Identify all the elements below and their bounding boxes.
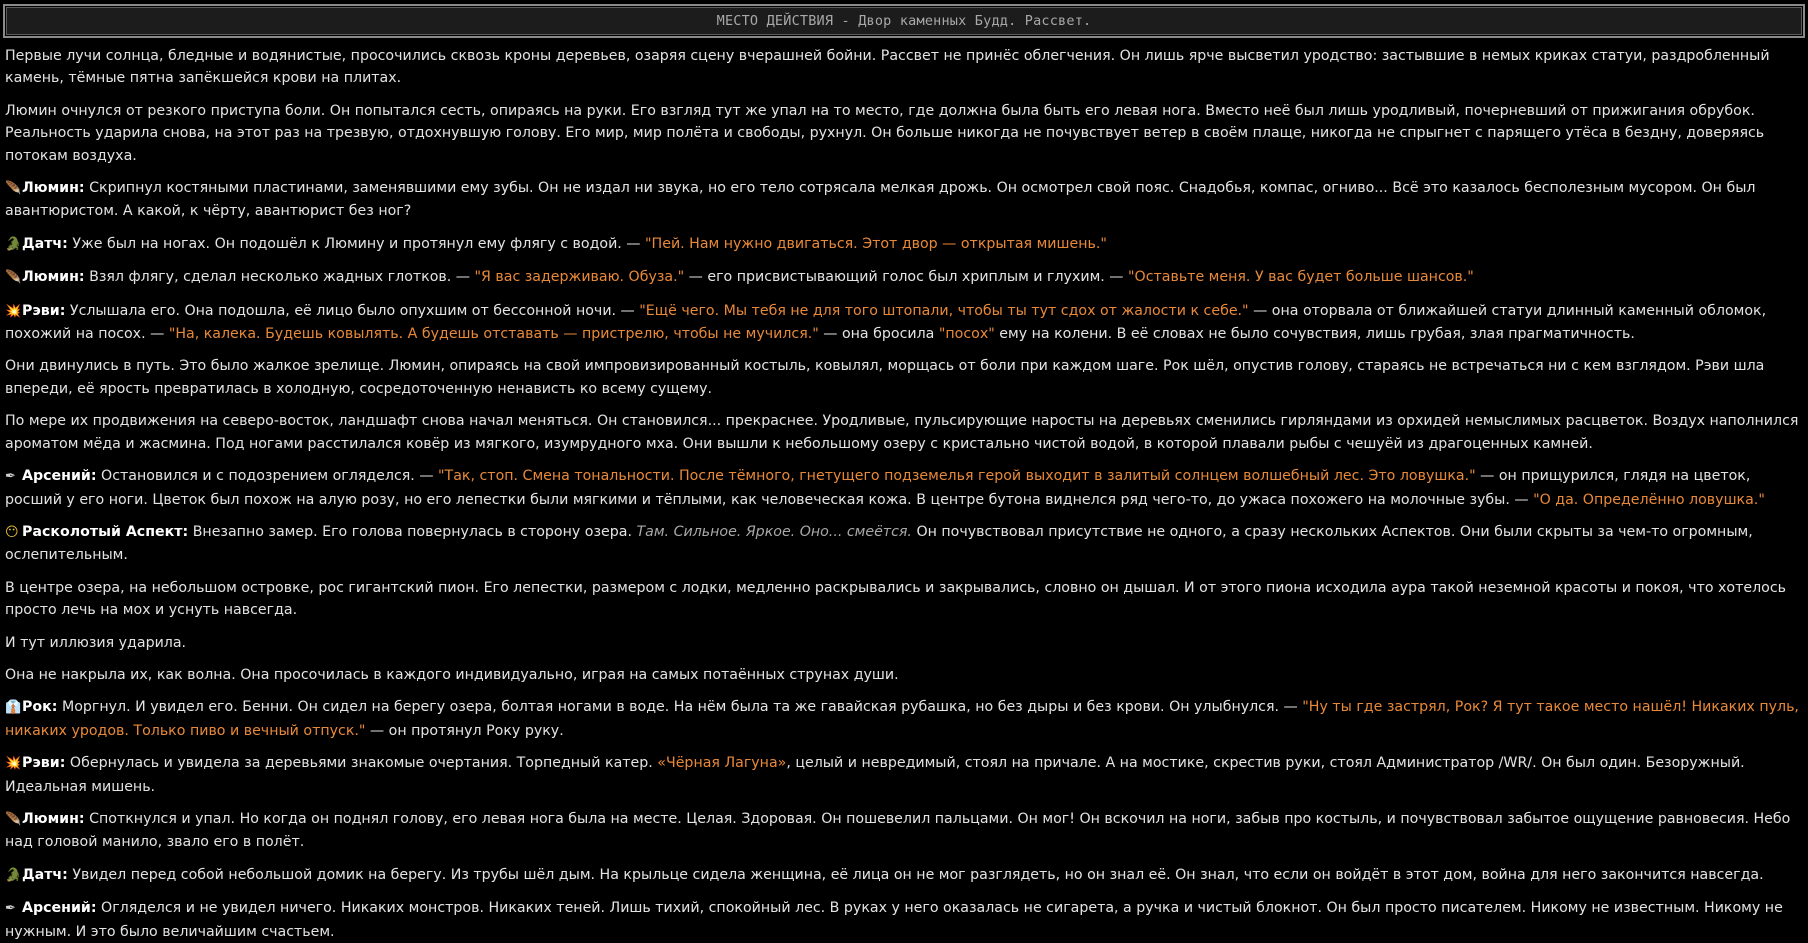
dialogue-text: Он почувствовал присутствие не одного, а сразу нескольких Аспектов. Они были скрыты за чем-то огромным, ослепительным. [5,523,1753,564]
narration-paragraph [5,355,1804,400]
narration-text: Она не накрыла их, как волна. Она просочилась в каждого индивидуально, играя на самых потаённых струнах души. [5,666,899,683]
dialogue-paragraph [5,752,1804,798]
narration-text: Они двинулись в путь. Это было жалкое зрелище. Люмин, опираясь на свой импровизированный костыль, ковылял, морщась от боли при каждом шаге. Рок шёл, опустив голову, стараясь не встречаться ни с кем взглядом. Рэви шла впереди, её ярость превратилась в холодную, сосредоточенную ненависть ко всему сущему. [5,358,1765,397]
speaker-name: Датч: [22,235,68,252]
pen-icon: ✒ [5,469,16,485]
dialogue-text: Остановился и с подозрением огляделся. — [101,468,434,485]
dialogue-text: — он протянул Року руку. [369,722,564,739]
narration-paragraph [5,632,1804,654]
scene-title: МЕСТО ДЕЙСТВИЯ - Двор каменных Будд. Рассвет. [716,12,1092,29]
speech-quote: "Ну ты где застрял, Рок? Я тут такое место нашёл! Никаких пуль, никаких уродов. Только пиво и вечный отпуск." [5,699,1799,739]
dialogue-text: — его присвистывающий голос был хриплым и глухим. — [688,269,1124,286]
face-icon: 😶 [5,524,19,540]
narration-text: И тут иллюзия ударила. [5,634,187,651]
dialogue-text: Обернулась и увидела за деревьями знакомые очертания. Торпедный катер. [69,755,653,772]
speech-quote: "Ещё чего. Мы тебя не для того штопали, чтобы ты тут сдох от жалости к себе." [639,302,1249,319]
speech-quote: "Я вас задерживаю. Обуза." [474,269,685,286]
dialogue-text: ему на колени. В её словах не было сочувствия, лишь грубая, злая прагматичность. [999,326,1635,343]
feather-icon: 🪶 [5,811,22,827]
dialogue-paragraph [5,864,1804,887]
speech-quote: "Так, стоп. Смена тональности. После тёмного, гнетущего подземелья герой выходит в залитый солнцем волшебный лес. Это ловушка." [438,468,1476,485]
dialogue-paragraph [5,808,1804,854]
pen-icon: ✒ [5,901,16,917]
speaker-name: Люмин: [22,180,85,197]
dialogue-text: Уже был на ногах. Он подошёл к Люмину и протянул ему флягу с водой. — [72,235,641,252]
speaker-name: Рок: [22,699,58,716]
dialogue-paragraph [5,696,1804,742]
story-log [0,38,1808,943]
speech-quote: "Пей. Нам нужно двигаться. Этот двор — открытая мишень." [645,235,1107,252]
shirt-icon: 👔 [5,700,22,716]
thought-text: Там. Сильное. Яркое. Оно... смеётся. [636,523,912,540]
narration-paragraph [5,45,1804,90]
speaker-name: Арсений: [22,900,97,917]
explosion-icon: 💥 [5,756,22,772]
speaker-name: Люмин: [22,810,85,827]
dialogue-text: — она оторвала от ближайшей статуи длинный каменный обломок, похожий на посох. — [5,302,1767,343]
narration-text: Первые лучи солнца, бледные и водянистые, просочились сквозь кроны деревьев, озаряя сцену вчерашней бойни. Рассвет не принёс облегчения. Он лишь ярче высветил уродство: застывшие в немых криках статуи, раздробленный камень, тёмные пятна запёкшейся крови на плитах. [5,48,1770,87]
speaker-name: Датч: [22,866,68,883]
dialogue-paragraph [5,521,1804,567]
dialogue-text: Скрипнул костяными пластинами, заменявшими ему зубы. Он не издал ни звука, но его тело сотрясала мелкая дрожь. Он осмотрел свой пояс. Снадобья, компас, огниво... Всё это казалось бесполезным мусором. Он был авантюристом. А какой, к чёрту, авантюрист без ног? [5,180,1756,220]
crocodile-icon: 🐊 [5,867,22,883]
narration-text: По мере их продвижения на северо-восток, ландшафт снова начал меняться. Он становился... прекраснее. Уродливые, пульсирующие наросты на деревьях сменились гирляндами из орхидей немыслимых расцветок. Воздух наполнился ароматом мёда и жасмина. Под ногами расстилался ковёр из мягкого, изумрудного мха. Они вышли к небольшому озеру с кристально чистой водой, в которой плавали рыбы с чешуёй из драгоценных камней. [5,413,1799,452]
dialogue-text: — он прищурился, глядя на цветок, росший у его ноги. Цветок был похож на алую розу, но его лепестки были мягкими и тёплыми, как человеческая кожа. В центре бутона виднелся ряд чего-то, до ужаса похожего на молочные зубы. — [5,468,1751,508]
feather-icon: 🪶 [5,181,22,197]
narration-text: В центре озера, на небольшом островке, рос гигантский пион. Его лепестки, размером с лодки, медленно раскрывались и закрывались, словно он дышал. И от этого пиона исходила аура такой неземной красоты и покоя, что хотелось просто лечь на мох и уснуть навсегда. [5,579,1787,619]
speaker-name: Расколотый Аспект: [22,523,189,540]
narration-paragraph [5,100,1804,167]
speech-quote: "На, калека. Будешь ковылять. А будешь отставать — пристрелю, чтобы не мучился." [168,326,819,343]
dialogue-text: — она бросила [823,326,935,343]
dialogue-text: Моргнул. И увидел его. Бенни. Он сидел на берегу озера, болтая ногами в воде. На нём была та же гавайская рубашка, но без дыры и без крови. Он улыбнулся. — [61,699,1298,716]
dialogue-paragraph [5,177,1804,223]
speech-quote: «Чёрная Лагуна» [657,755,787,772]
dialogue-paragraph [5,233,1804,256]
explosion-icon: 💥 [5,303,22,319]
narration-paragraph [5,410,1804,455]
dialogue-text: Огляделся и не увидел ничего. Никаких монстров. Никаких теней. Лишь тихий, спокойный лес. В руках у него оказалась не сигарета, а ручка и чистый блокнот. Он был просто писателем. Никому не известным. Никому не нужным. И это было величайшим счастьем. [5,900,1783,940]
speaker-name: Рэви: [22,302,66,319]
speaker-name: Арсений: [22,468,97,485]
speech-quote: "О да. Определённо ловушка." [1533,491,1765,508]
speech-quote: "Оставьте меня. У вас будет больше шансов." [1128,269,1474,286]
narration-paragraph [5,664,1804,686]
dialogue-text: Увидел перед собой небольшой домик на берегу. Из трубы шёл дым. На крыльце сидела женщина, её лица он не мог разглядеть, но он знал её. Он знал, что если он войдёт в этот дом, война для него закончится навсегда. [72,866,1764,883]
dialogue-text: Внезапно замер. Его голова повернулась в сторону озера. [192,523,632,540]
narration-paragraph [5,577,1804,622]
scene-header [3,4,1805,38]
speech-quote: "посох" [938,326,995,343]
dialogue-paragraph [5,300,1804,346]
dialogue-paragraph [5,465,1804,511]
dialogue-text: Взял флягу, сделал несколько жадных глотков. — [89,269,470,286]
dialogue-text: , целый и невредимый, стоял на причале. А на мостике, скрестив руки, стоял Администратор /WR/. Он был один. Безоружный. Идеальная мишень. [5,755,1745,795]
crocodile-icon: 🐊 [5,236,22,252]
speaker-name: Рэви: [22,755,66,772]
dialogue-paragraph [5,897,1804,943]
dialogue-paragraph [5,266,1804,289]
feather-icon: 🪶 [5,270,22,286]
dialogue-text: Услышала его. Она подошла, её лицо было опухшим от бессонной ночи. — [69,302,635,319]
dialogue-text: Споткнулся и упал. Но когда он поднял голову, его левая нога была на месте. Целая. Здоровая. Он пошевелил пальцами. Он мог! Он вскочил на ноги, забыв про костыль, и почувствовал забытое ощущение равновесия. Небо над головой манило, звало его в полёт. [5,810,1791,851]
speaker-name: Люмин: [22,269,85,286]
narration-text: Люмин очнулся от резкого приступа боли. Он попытался сесть, опираясь на руки. Его взгляд тут же упал на то место, где должна была быть его левая нога. Вместо неё был лишь уродливый, почерневший от прижигания обрубок. Реальность ударила снова, на этот раз на трезвую, отдохнувшую голову. Его мир, мир полёта и свободы, рухнул. Он больше никогда не почувствует ветер в своём плаще, никогда не спрыгнет с парящего утёса в бездну, доверяясь потокам воздуха. [5,102,1765,164]
